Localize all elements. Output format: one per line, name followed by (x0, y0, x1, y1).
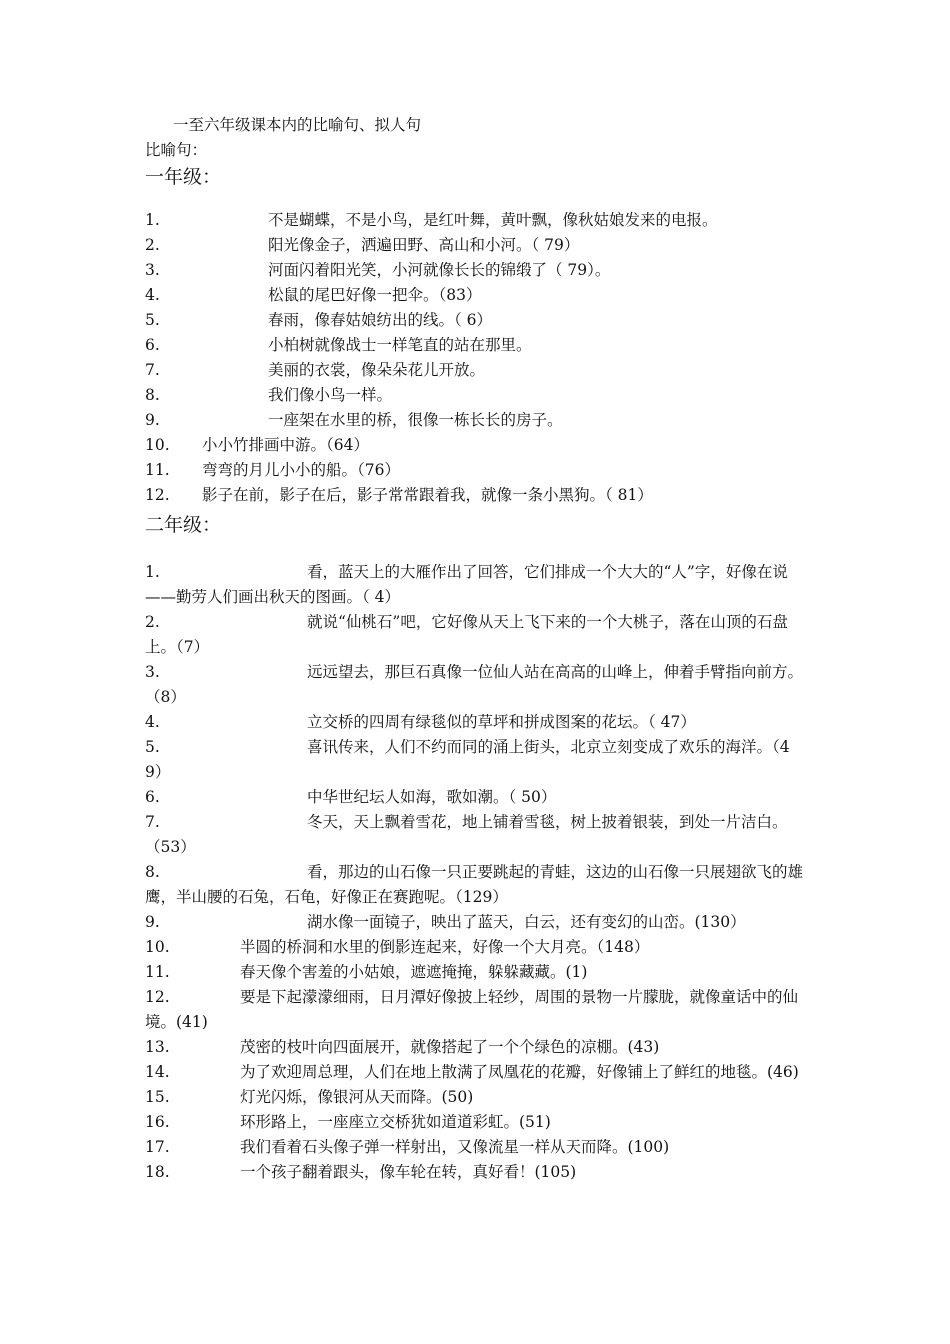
list-item (145, 358, 805, 383)
item-number: 4. (145, 286, 160, 304)
item-number: 10. (145, 938, 170, 956)
item-text: 不是蝴蝶，不是小鸟，是红叶舞，黄叶飘，像秋姑娘发来的电报。 (268, 211, 718, 229)
list-item (145, 333, 805, 358)
item-text: 我们像小鸟一样。 (268, 386, 393, 404)
list-item (145, 283, 805, 308)
item-text: 小小竹排画中游。（64） (202, 436, 369, 454)
item-number: 17. (145, 1138, 170, 1156)
item-text: 为了欢迎周总理，人们在地上散满了凤凰花的花瓣，好像铺上了鲜红的地毯。(46) (240, 1063, 799, 1081)
list-item (145, 985, 805, 1035)
list-item (145, 735, 805, 785)
document-page (145, 112, 805, 1185)
grade-2-heading: 二年级： (145, 514, 222, 536)
list-item (145, 483, 805, 508)
item-text: 一个孩子翻着跟头，像车轮在转，真好看！(105) (240, 1163, 577, 1181)
item-text: 松鼠的尾巴好像一把伞。（83） (268, 286, 482, 304)
item-number: 6. (145, 336, 160, 354)
list-item (145, 208, 805, 233)
item-text: 阳光像金子，洒遍田野、高山和小河。（ 79） (268, 236, 580, 254)
item-text: 喜讯传来，人们不约而同的涌上街头，北京立刻变成了欢乐的海洋。（49） (145, 738, 790, 781)
item-number: 14. (145, 1063, 170, 1081)
section-title-metaphor: 比喻句： (145, 141, 208, 159)
item-text: 灯光闪烁，像银河从天而降。(50) (240, 1088, 474, 1106)
item-number: 15. (145, 1088, 170, 1106)
list-item (145, 610, 805, 660)
item-number: 1. (145, 563, 160, 581)
grade-1-list (145, 208, 805, 508)
list-item (145, 1135, 805, 1160)
item-text: 我们看着石头像子弹一样射出，又像流星一样从天而降。(100) (240, 1138, 670, 1156)
list-item (145, 1085, 805, 1110)
item-number: 1. (145, 211, 160, 229)
item-number: 8. (145, 386, 160, 404)
list-item (145, 383, 805, 408)
item-number: 6. (145, 788, 160, 806)
item-number: 2. (145, 236, 160, 254)
list-item (145, 308, 805, 333)
item-number: 16. (145, 1113, 170, 1131)
item-text: 影子在前，影子在后，影子常常跟着我，就像一条小黑狗。（ 81） (202, 486, 653, 504)
item-number: 7. (145, 361, 160, 379)
list-item (145, 1110, 805, 1135)
list-item (145, 910, 805, 935)
item-number: 18. (145, 1163, 170, 1181)
item-text: 一座架在水里的桥，很像一栋长长的房子。 (268, 411, 563, 429)
item-text: 看，那边的山石像一只正要跳起的青蛙，这边的山石像一只展翅欲飞的雄鹰，半山腰的石兔，石龟，好像正在赛跑呢。（129） (145, 863, 804, 906)
item-number: 7. (145, 813, 160, 831)
item-number: 2. (145, 613, 160, 631)
list-item (145, 1035, 805, 1060)
item-text: 看，蓝天上的大雁作出了回答，它们排成一个大大的“人”字，好像在说——勤劳人们画出秋天的图画。（ 4） (145, 563, 788, 606)
item-text: 远远望去，那巨石真像一位仙人站在高高的山峰上，伸着手臂指向前方。（8） (145, 663, 804, 706)
item-number: 12. (145, 988, 170, 1006)
list-item (145, 233, 805, 258)
item-number: 12. (145, 486, 170, 504)
list-item (145, 408, 805, 433)
list-item (145, 560, 805, 610)
list-item (145, 860, 805, 910)
list-item (145, 810, 805, 860)
item-number: 11. (145, 963, 170, 981)
item-text: 春雨，像春姑娘纺出的线。（ 6） (268, 311, 493, 329)
item-text: 春天像个害羞的小姑娘，遮遮掩掩，躲躲藏藏。(1) (240, 963, 588, 981)
item-number: 4. (145, 713, 160, 731)
item-text: 半圆的桥洞和水里的倒影连起来，好像一个大月亮。（148） (240, 938, 650, 956)
item-number: 10. (145, 436, 170, 454)
grade-1-heading: 一年级： (145, 166, 222, 188)
list-item (145, 1060, 805, 1085)
item-text: 中华世纪坛人如海，歌如潮。（ 50） (307, 788, 557, 806)
document-title: 一至六年级课本内的比喻句、拟人句 (173, 116, 422, 134)
item-number: 3. (145, 261, 160, 279)
item-number: 9. (145, 411, 160, 429)
grade-2-list (145, 560, 805, 1185)
item-number: 5. (145, 738, 160, 756)
item-text: 弯弯的月儿小小的船。（76） (202, 461, 400, 479)
list-item (145, 785, 805, 810)
item-number: 8. (145, 863, 160, 881)
item-number: 9. (145, 913, 160, 931)
item-text: 冬天，天上飘着雪花，地上铺着雪毯，树上披着银装，到处一片洁白。（53） (145, 813, 788, 856)
item-number: 3. (145, 663, 160, 681)
list-item (145, 710, 805, 735)
list-item (145, 660, 805, 710)
list-item (145, 258, 805, 283)
item-text: 要是下起濛濛细雨，日月潭好像披上轻纱，周围的景物一片朦胧，就像童话中的仙境。(41) (145, 988, 799, 1031)
item-text: 就说“仙桃石”吧，它好像从天上飞下来的一个大桃子，落在山顶的石盘上。（7） (145, 613, 788, 656)
item-text: 湖水像一面镜子，映出了蓝天，白云，还有变幻的山峦。(130） (307, 913, 746, 931)
item-number: 11. (145, 461, 170, 479)
list-item (145, 458, 805, 483)
item-text: 立交桥的四周有绿毯似的草坪和拼成图案的花坛。（ 47） (307, 713, 696, 731)
list-item (145, 960, 805, 985)
item-text: 茂密的枝叶向四面展开，就像搭起了一个个绿色的凉棚。(43) (240, 1038, 660, 1056)
list-item (145, 1160, 805, 1185)
item-text: 美丽的衣裳，像朵朵花儿开放。 (268, 361, 486, 379)
list-item (145, 935, 805, 960)
item-number: 13. (145, 1038, 170, 1056)
item-text: 河面闪着阳光笑，小河就像长长的锦缎了（ 79）。 (268, 261, 611, 279)
list-item (145, 433, 805, 458)
item-text: 环形路上，一座座立交桥犹如道道彩虹。(51) (240, 1113, 551, 1131)
item-text: 小柏树就像战士一样笔直的站在那里。 (268, 336, 532, 354)
item-number: 5. (145, 311, 160, 329)
